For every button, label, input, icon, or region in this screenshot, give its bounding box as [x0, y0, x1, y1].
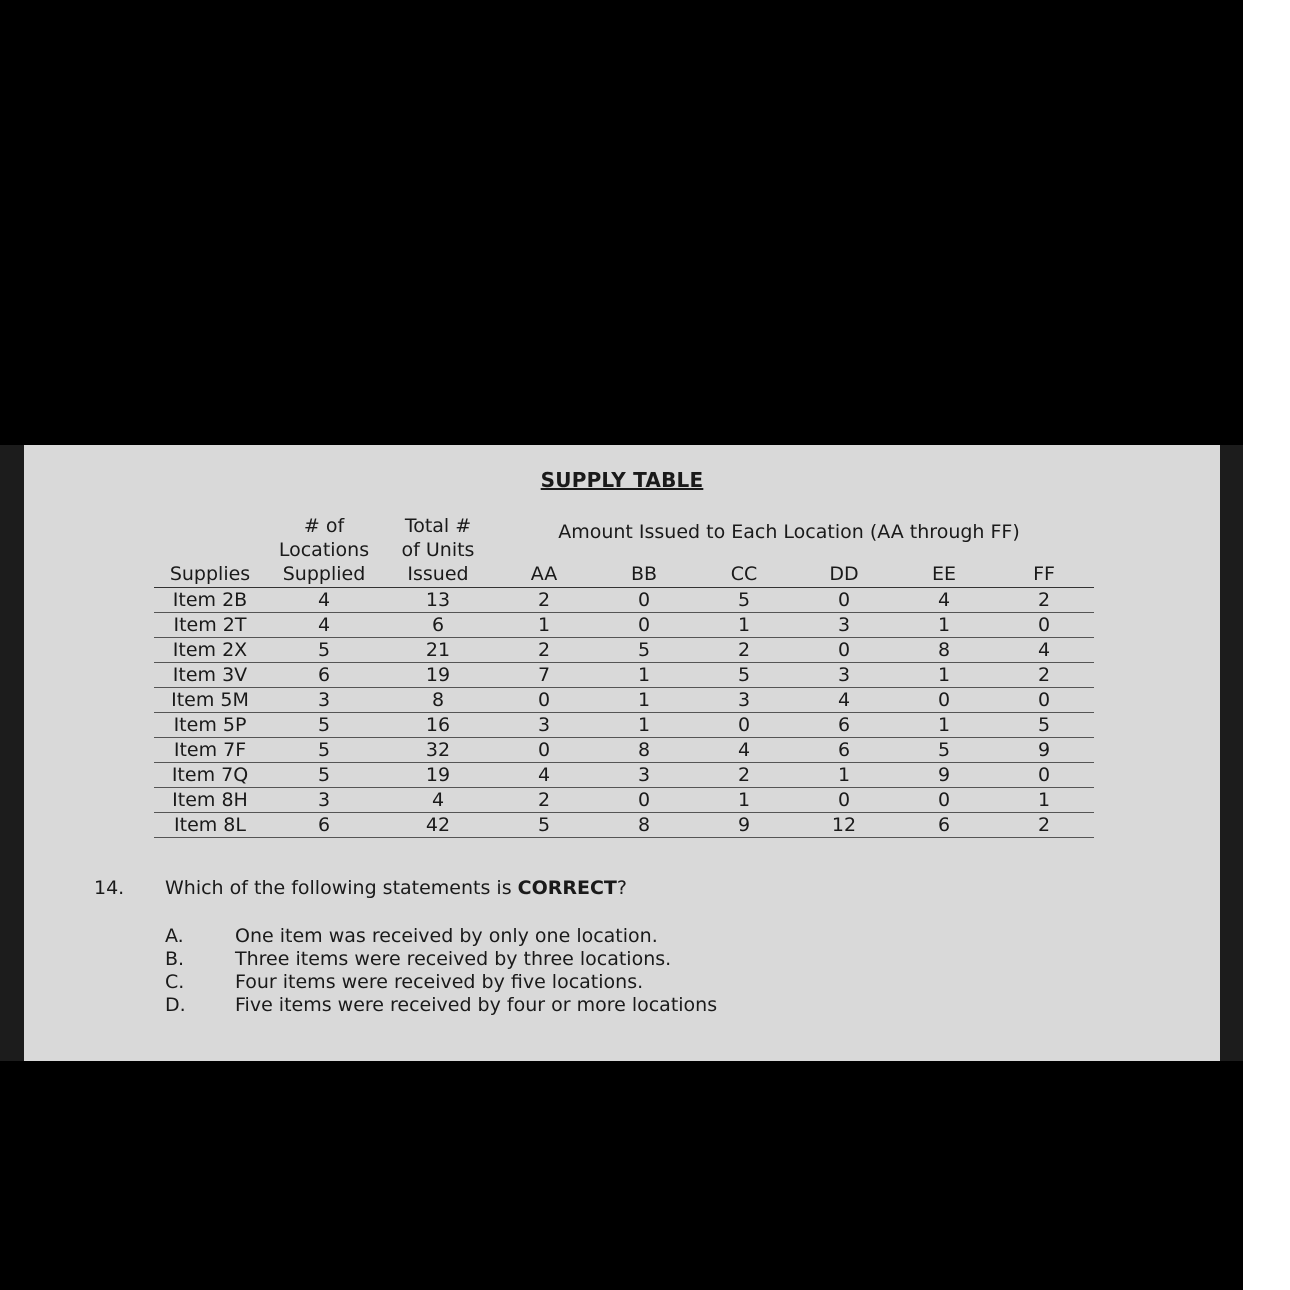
- amount-ff: 0: [994, 763, 1094, 788]
- amount-ff: 0: [994, 688, 1094, 713]
- amount-aa: 0: [494, 738, 594, 763]
- amount-ee: 1: [894, 613, 994, 638]
- item-name: Item 7F: [154, 738, 266, 763]
- amount-dd: 3: [794, 613, 894, 638]
- header-location-bb: BB: [594, 514, 694, 588]
- header-location-cc: CC: [694, 514, 794, 588]
- amount-dd: 0: [794, 638, 894, 663]
- amount-ff: 1: [994, 788, 1094, 813]
- question-text: Which of the following statements is CORRECT?: [165, 877, 627, 899]
- amount-bb: 0: [594, 788, 694, 813]
- amount-dd: 0: [794, 788, 894, 813]
- amount-cc: 0: [694, 713, 794, 738]
- amount-bb: 3: [594, 763, 694, 788]
- item-name: Item 8L: [154, 813, 266, 838]
- total-units: 16: [382, 713, 494, 738]
- amount-ff: 2: [994, 588, 1094, 613]
- amount-dd: 0: [794, 588, 894, 613]
- amount-cc: 5: [694, 588, 794, 613]
- header-supplies: Supplies: [154, 514, 266, 588]
- total-units: 19: [382, 763, 494, 788]
- amount-ff: 9: [994, 738, 1094, 763]
- amount-aa: 0: [494, 688, 594, 713]
- total-units: 21: [382, 638, 494, 663]
- amount-dd: 4: [794, 688, 894, 713]
- item-name: Item 2T: [154, 613, 266, 638]
- table-row: [154, 763, 1094, 788]
- amount-ff: 4: [994, 638, 1094, 663]
- amount-bb: 5: [594, 638, 694, 663]
- locations-count: 5: [266, 713, 382, 738]
- amount-bb: 1: [594, 688, 694, 713]
- header-location-ff: FF: [994, 514, 1094, 588]
- item-name: Item 5P: [154, 713, 266, 738]
- table-row: [154, 613, 1094, 638]
- amount-cc: 1: [694, 613, 794, 638]
- table-row: [154, 638, 1094, 663]
- amount-bb: 1: [594, 663, 694, 688]
- item-name: Item 7Q: [154, 763, 266, 788]
- locations-count: 3: [266, 788, 382, 813]
- locations-count: 4: [266, 588, 382, 613]
- header-location-aa: AA: [494, 514, 594, 588]
- amount-ff: 2: [994, 813, 1094, 838]
- total-units: 4: [382, 788, 494, 813]
- header-location-dd: DD: [794, 514, 894, 588]
- item-name: Item 2B: [154, 588, 266, 613]
- amount-ee: 1: [894, 663, 994, 688]
- supply-table: [154, 514, 1094, 838]
- amount-ee: 9: [894, 763, 994, 788]
- locations-count: 5: [266, 738, 382, 763]
- total-units: 42: [382, 813, 494, 838]
- amount-aa: 1: [494, 613, 594, 638]
- amount-cc: 4: [694, 738, 794, 763]
- amount-dd: 12: [794, 813, 894, 838]
- locations-count: 5: [266, 638, 382, 663]
- locations-count: 6: [266, 813, 382, 838]
- amount-ee: 8: [894, 638, 994, 663]
- total-units: 13: [382, 588, 494, 613]
- amount-cc: 2: [694, 763, 794, 788]
- locations-count: 5: [266, 763, 382, 788]
- amount-bb: 8: [594, 738, 694, 763]
- option-text: Four items were received by five locations.: [235, 971, 644, 993]
- table-title: SUPPLY TABLE: [540, 468, 704, 492]
- locations-count: 4: [266, 613, 382, 638]
- item-name: Item 5M: [154, 688, 266, 713]
- amount-ff: 5: [994, 713, 1094, 738]
- item-name: Item 3V: [154, 663, 266, 688]
- amount-issued-header: Amount Issued to Each Location (AA through FF): [558, 521, 1020, 543]
- option-letter: C.: [165, 971, 185, 993]
- amount-ee: 0: [894, 788, 994, 813]
- amount-bb: 0: [594, 613, 694, 638]
- amount-cc: 1: [694, 788, 794, 813]
- option-letter: A.: [165, 925, 184, 947]
- amount-aa: 5: [494, 813, 594, 838]
- option-letter: D.: [165, 994, 186, 1016]
- amount-cc: 3: [694, 688, 794, 713]
- locations-count: 3: [266, 688, 382, 713]
- amount-aa: 2: [494, 588, 594, 613]
- amount-ee: 0: [894, 688, 994, 713]
- option-text: Five items were received by four or more locations: [235, 994, 718, 1016]
- locations-count: 6: [266, 663, 382, 688]
- amount-ee: 5: [894, 738, 994, 763]
- amount-dd: 6: [794, 738, 894, 763]
- amount-aa: 2: [494, 788, 594, 813]
- document-panel: [24, 445, 1220, 1061]
- option-text: One item was received by only one location.: [235, 925, 658, 947]
- table-row: [154, 713, 1094, 738]
- amount-bb: 8: [594, 813, 694, 838]
- table-row: [154, 588, 1094, 613]
- amount-aa: 3: [494, 713, 594, 738]
- amount-aa: 2: [494, 638, 594, 663]
- header-location-ee: EE: [894, 514, 994, 588]
- table-row: [154, 788, 1094, 813]
- amount-cc: 2: [694, 638, 794, 663]
- total-units: 19: [382, 663, 494, 688]
- amount-cc: 9: [694, 813, 794, 838]
- question-emphasis: CORRECT: [517, 877, 617, 899]
- total-units: 32: [382, 738, 494, 763]
- amount-bb: 1: [594, 713, 694, 738]
- item-name: Item 8H: [154, 788, 266, 813]
- option-letter: B.: [165, 948, 185, 970]
- amount-aa: 7: [494, 663, 594, 688]
- table-row: [154, 688, 1094, 713]
- item-name: Item 2X: [154, 638, 266, 663]
- amount-dd: 1: [794, 763, 894, 788]
- amount-dd: 3: [794, 663, 894, 688]
- header-total-units: Total # of Units Issued: [382, 514, 494, 588]
- amount-ee: 4: [894, 588, 994, 613]
- amount-aa: 4: [494, 763, 594, 788]
- amount-bb: 0: [594, 588, 694, 613]
- header-locations-supplied: # of Locations Supplied: [266, 514, 382, 588]
- total-units: 8: [382, 688, 494, 713]
- amount-ee: 6: [894, 813, 994, 838]
- total-units: 6: [382, 613, 494, 638]
- table-row: [154, 663, 1094, 688]
- amount-ff: 0: [994, 613, 1094, 638]
- option-text: Three items were received by three locations.: [235, 948, 672, 970]
- amount-ee: 1: [894, 713, 994, 738]
- table-row: [154, 813, 1094, 838]
- amount-ff: 2: [994, 663, 1094, 688]
- amount-cc: 5: [694, 663, 794, 688]
- table-row: [154, 738, 1094, 763]
- question-number: 14.: [94, 877, 125, 899]
- amount-dd: 6: [794, 713, 894, 738]
